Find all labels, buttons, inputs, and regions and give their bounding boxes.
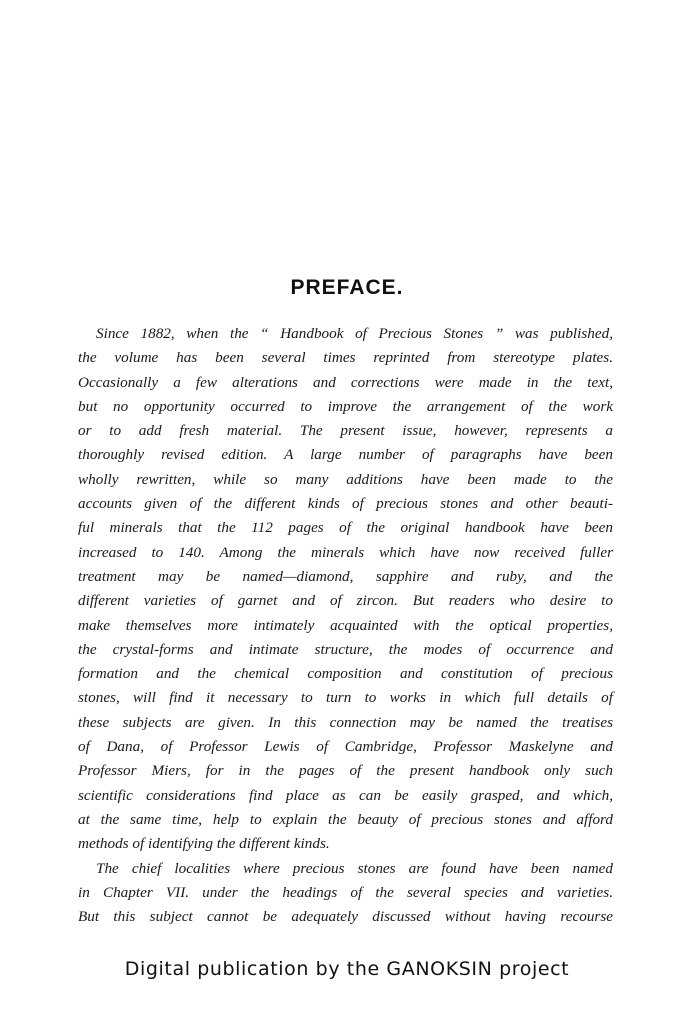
text-line: thoroughly revised edition. A large number of paragraphs have been — [78, 446, 613, 464]
text-line: The chief localities where precious stones are found have been named — [96, 859, 613, 877]
text-line: different varieties of garnet and of zircon. But readers who desire to — [78, 592, 613, 610]
text-line: or to add fresh material. The present issue, however, represents a — [78, 422, 613, 440]
text-line: increased to 140. Among the minerals which have now received fuller — [78, 543, 613, 561]
text-line: methods of identifying the different kinds. — [78, 835, 330, 853]
text-line: in Chapter VII. under the headings of the several species and varieties. — [78, 883, 613, 901]
text-line: ful minerals that the 112 pages of the original handbook have been — [78, 519, 613, 537]
text-line: accounts given of the different kinds of precious stones and other beauti- — [78, 495, 613, 513]
text-line: Professor Miers, for in the pages of the present handbook only such — [78, 762, 613, 780]
text-line: scientific considerations find place as can be easily grasped, and which, — [78, 786, 613, 804]
text-line: treatment may be named—diamond, sapphire and ruby, and the — [78, 567, 613, 585]
text-line: wholly rewritten, while so many additions have been made to the — [78, 470, 613, 488]
text-line: Since 1882, when the “ Handbook of Precious Stones ” was published, — [96, 325, 613, 342]
text-line: make themselves more intimately acquainted with the optical properties, — [78, 616, 613, 634]
publication-footer: Digital publication by the GANOKSIN project — [124, 958, 570, 980]
text-line: the volume has been several times reprinted from stereotype plates. — [78, 349, 613, 367]
text-line: these subjects are given. In this connection may be named the treatises — [78, 713, 613, 731]
text-line: Occasionally a few alterations and corrections were made in the text, — [78, 373, 613, 391]
text-line: of Dana, of Professor Lewis of Cambridge, Professor Maskelyne and — [78, 738, 613, 756]
preface-body — [78, 322, 613, 929]
text-line: the crystal-forms and intimate structure, the modes of occurrence and — [78, 640, 613, 658]
text-line: at the same time, help to explain the beauty of precious stones and afford — [78, 810, 613, 828]
page-title: PREFACE. — [290, 276, 404, 299]
text-line: stones, will find it necessary to turn to works in which full details of — [78, 689, 613, 707]
text-line: formation and the chemical composition and constitution of precious — [78, 665, 613, 683]
text-line: but no opportunity occurred to improve the arrangement of the work — [78, 397, 613, 415]
text-line: But this subject cannot be adequately discussed without having recourse — [78, 908, 613, 926]
